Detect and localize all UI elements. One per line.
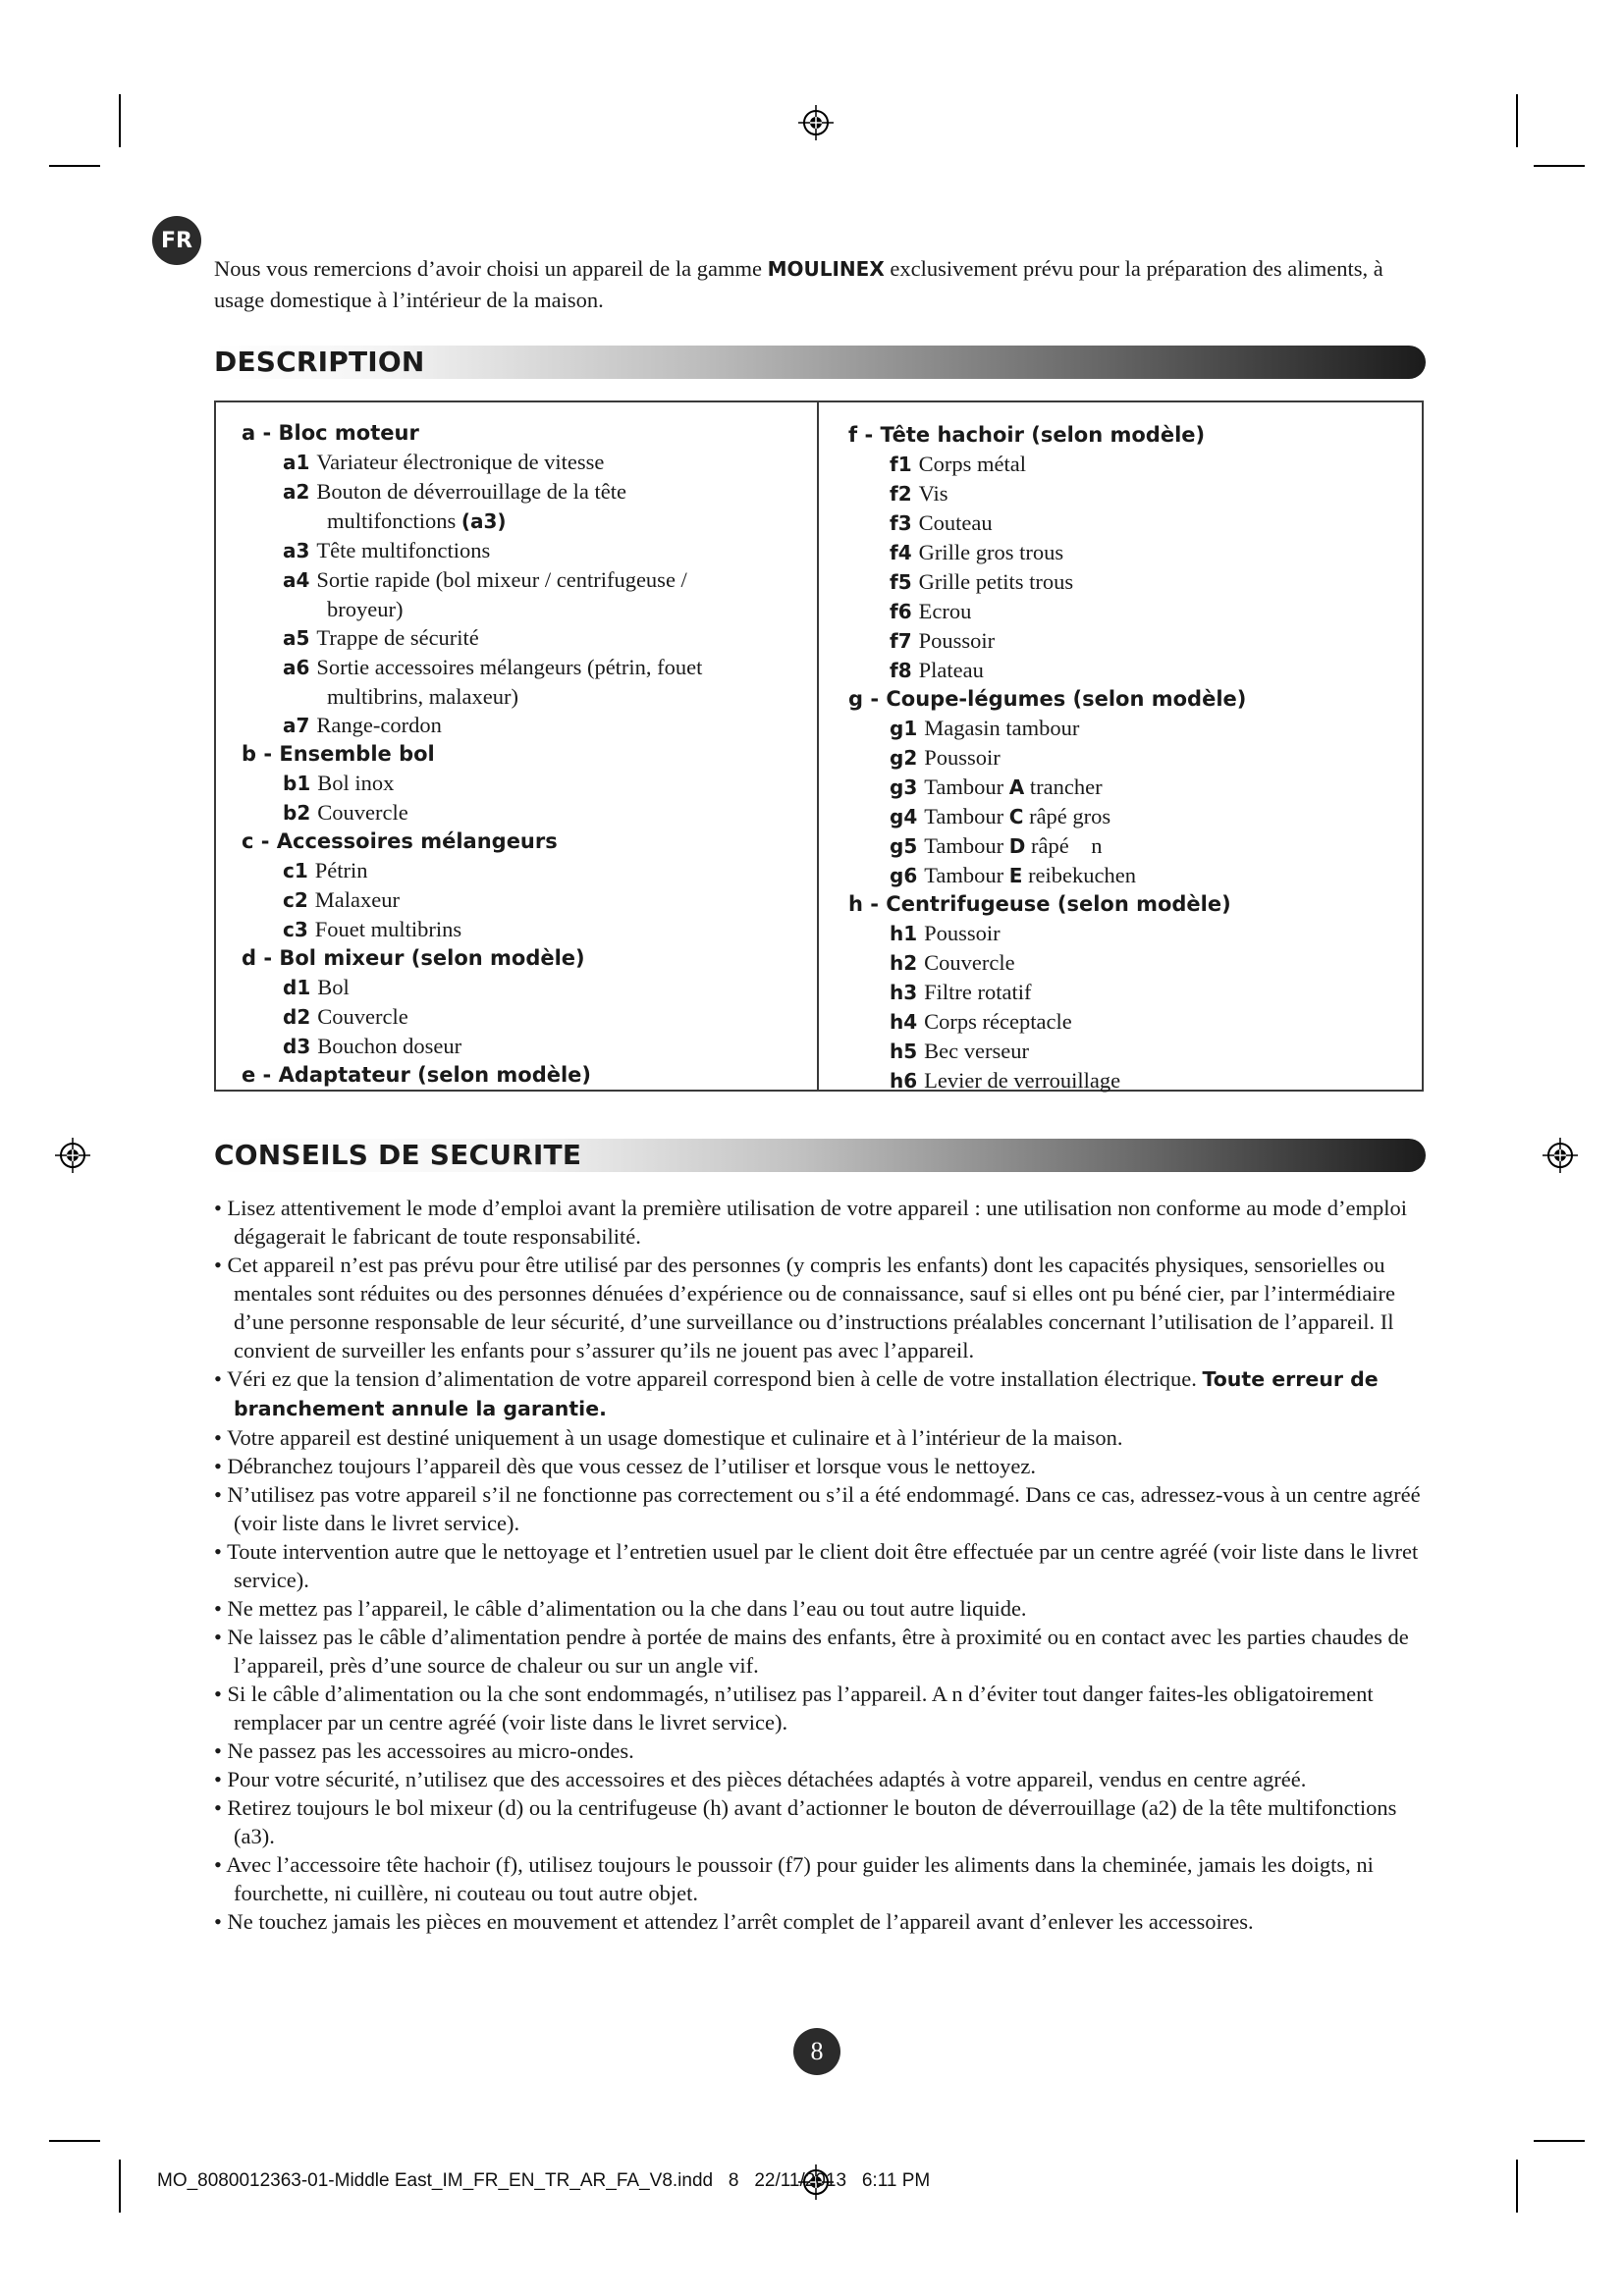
list-item: h3 Filtre rotatif <box>890 980 1032 1004</box>
list-item: f5 Grille petits trous <box>890 569 1074 594</box>
list-item: g4 Tambour C râpé gros <box>890 804 1111 828</box>
crop-mark-bottom-right-v <box>1516 2160 1518 2213</box>
list-item: f3 Couteau <box>890 510 993 535</box>
list-item: d3 Bouchon doseur <box>283 1034 462 1058</box>
safety-title: CONSEILS DE SECURITE <box>214 1139 582 1171</box>
group-f-label: f - Tête hachoir (selon modèle) <box>848 423 1206 447</box>
description-title: DESCRIPTION <box>214 346 425 378</box>
list-item-continuation: broyeur) <box>327 597 404 621</box>
list-item: f1 Corps métal <box>890 452 1026 476</box>
group-c-label: c - Accessoires mélangeurs <box>242 829 558 853</box>
intro-text-after: exclusivement prévu pour la préparation des aliments, à usage domestique à l’intérieur de la maison. <box>214 256 1383 312</box>
safety-bullet: • N’utilisez pas votre appareil s’il ne fonctionne pas correctement ou s’il a été endommagé. Dans ce cas, adressez-vous à un centre agréé (voir liste dans le livret service). <box>214 1482 1421 1535</box>
list-item: f6 Ecrou <box>890 599 972 623</box>
group-d-label: d - Bol mixeur (selon modèle) <box>242 946 585 970</box>
list-item: f8 Plateau <box>890 658 984 682</box>
group-e-label: e - Adaptateur (selon modèle) <box>242 1063 592 1087</box>
safety-bullet: • Véri ez que la tension d’alimentation de votre appareil correspond bien à celle de votre installation électrique. Toute erreur de branchement annule la garantie. <box>214 1366 1379 1420</box>
description-left-column <box>242 419 702 1090</box>
page-number: 8 <box>793 2028 840 2075</box>
group-a-items <box>242 448 702 740</box>
group-g-label: g - Coupe-légumes (selon modèle) <box>848 687 1247 711</box>
crop-mark-top-left-h <box>49 165 100 167</box>
list-item: g5 Tambour D râpé n <box>890 833 1103 858</box>
list-item: g2 Poussoir <box>890 745 1001 770</box>
group-d-items <box>242 973 702 1061</box>
list-item: b2 Couvercle <box>283 800 408 825</box>
safety-instructions-list <box>214 1194 1422 1936</box>
list-item: b1 Bol inox <box>283 771 395 795</box>
description-column-divider <box>817 400 819 1092</box>
list-item: a7 Range-cordon <box>283 713 442 737</box>
group-b-label: b - Ensemble bol <box>242 742 435 766</box>
group-f-items <box>848 450 1246 685</box>
safety-bullet: • Ne mettez pas l’appareil, le câble d’alimentation ou la che dans l’eau ou tout autre liquide. <box>214 1596 1027 1621</box>
list-item: a5 Trappe de sécurité <box>283 625 479 650</box>
list-item: g1 Magasin tambour <box>890 716 1080 740</box>
list-item: d2 Couvercle <box>283 1004 408 1029</box>
list-item: a3 Tête multifonctions <box>283 538 491 562</box>
group-a-label: a - Bloc moteur <box>242 421 419 445</box>
registration-mark-left-icon <box>54 1137 91 1174</box>
list-item: c1 Pétrin <box>283 858 368 882</box>
safety-bullet: • Pour votre sécurité, n’utilisez que des accessoires et des pièces détachées adaptés à votre appareil, vendus en centre agréé. <box>214 1767 1307 1791</box>
list-item: f4 Grille gros trous <box>890 540 1064 564</box>
list-item: a6 Sortie accessoires mélangeurs (pétrin, fouet <box>283 655 703 679</box>
list-item: g6 Tambour E reibekuchen <box>890 863 1137 887</box>
list-item: f2 Vis <box>890 481 948 506</box>
list-item: h2 Couvercle <box>890 950 1015 975</box>
safety-bullet: • Cet appareil n’est pas prévu pour être utilisé par des personnes (y compris les enfants) dont les capacités physiques, sensorielles ou mentales sont réduites ou des personnes dénuées d’expérience ou de connaissance, sauf si elles ont pu béné cier, par l’intermédiaire d’une personne responsable de leur sécurité, d’une surveillance ou d’instructions préalables concernant l’utilisation de l’appareil. Il convient de surveiller les enfants pour s’assurer qu’ils ne jouent pas avec l’appareil. <box>214 1253 1396 1362</box>
list-item: a2 Bouton de déverrouillage de la tête <box>283 479 626 504</box>
brand-name: MOULINEX <box>767 257 885 281</box>
group-g-items <box>848 714 1246 890</box>
list-item: h6 Levier de verrouillage <box>890 1068 1121 1093</box>
crop-mark-bottom-left-h <box>49 2140 100 2142</box>
list-item: h1 Poussoir <box>890 921 1001 945</box>
list-item: d1 Bol <box>283 975 350 999</box>
safety-bullet: • Votre appareil est destiné uniquement à un usage domestique et culinaire et à l’intérieur de la maison. <box>214 1425 1123 1450</box>
safety-bullet: • Débranchez toujours l’appareil dès que vous cessez de l’utiliser et lorsque vous le nettoyez. <box>214 1454 1036 1478</box>
list-item: h4 Corps réceptacle <box>890 1009 1072 1034</box>
safety-bullet: • Si le câble d’alimentation ou la che sont endommagés, n’utilisez pas l’appareil. A n d’éviter tout danger faites-les obligatoirement remplacer par un centre agréé (voir liste dans le livret service). <box>214 1682 1374 1735</box>
group-h-label: h - Centrifugeuse (selon modèle) <box>848 892 1231 916</box>
crop-mark-top-right-v <box>1516 94 1518 147</box>
registration-mark-right-icon <box>1542 1137 1579 1174</box>
group-c-items <box>242 856 702 944</box>
list-item: f7 Poussoir <box>890 628 996 653</box>
crop-mark-bottom-right-h <box>1534 2140 1585 2142</box>
crop-mark-top-left-v <box>119 94 121 147</box>
list-item-continuation: multibrins, malaxeur) <box>327 684 518 709</box>
list-item: a1 Variateur électronique de vitesse <box>283 450 605 474</box>
crop-mark-top-right-h <box>1534 165 1585 167</box>
safety-bullet: • Ne laissez pas le câble d’alimentation pendre à portée de mains des enfants, être à proximité ou en contact avec les parties chaudes de l’appareil, près d’une source de chaleur ou sur un angle vif. <box>214 1625 1409 1678</box>
language-badge: FR <box>152 216 201 265</box>
safety-bullet: • Retirez toujours le bol mixeur (d) ou la centrifugeuse (h) avant d’actionner le bouton de déverrouillage (a2) de la tête multifonctions (a3). <box>214 1795 1397 1848</box>
group-h-items <box>848 919 1246 1095</box>
safety-bullet: • Toute intervention autre que le nettoyage et l’entretien usuel par le client doit être effectuée par un centre agréé (voir liste dans le livret service). <box>214 1539 1419 1592</box>
registration-mark-top-icon <box>797 104 835 141</box>
description-right-column <box>848 421 1246 1095</box>
crop-mark-bottom-left-v <box>119 2160 121 2213</box>
intro-paragraph <box>214 253 1412 316</box>
list-item: c3 Fouet multibrins <box>283 917 462 941</box>
safety-bullet: • Ne passez pas les accessoires au micro-ondes. <box>214 1738 634 1763</box>
safety-bullet: • Lisez attentivement le mode d’emploi avant la première utilisation de votre appareil : une utilisation non conforme au mode d’emploi dégagerait le fabricant de toute responsabilité. <box>214 1196 1407 1249</box>
intro-text-before: Nous vous remercions d’avoir choisi un appareil de la gamme <box>214 256 768 281</box>
list-item: h5 Bec verseur <box>890 1039 1029 1063</box>
safety-bullet: • Ne touchez jamais les pièces en mouvement et attendez l’arrêt complet de l’appareil avant d’enlever les accessoires. <box>214 1909 1254 1934</box>
group-b-items <box>242 769 702 828</box>
list-item: c2 Malaxeur <box>283 887 400 912</box>
list-item: a4 Sortie rapide (bol mixeur / centrifugeuse / <box>283 567 687 592</box>
list-item-continuation: multifonctions (a3) <box>327 508 507 533</box>
list-item: g3 Tambour A trancher <box>890 774 1103 799</box>
print-slug-footer: MO_8080012363-01-Middle East_IM_FR_EN_TR_AR_FA_V8.indd 8 22/11/2013 6:11 PM <box>157 2170 931 2191</box>
safety-bullet: • Avec l’accessoire tête hachoir (f), utilisez toujours le poussoir (f7) pour guider les aliments dans la cheminée, jamais les doigts, ni fourchette, ni cuillère, ni couteau ou tout autre objet. <box>214 1852 1374 1905</box>
